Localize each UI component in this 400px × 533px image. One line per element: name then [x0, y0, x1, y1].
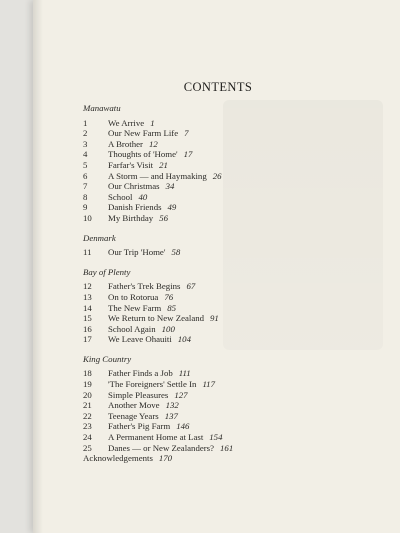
page-number: 170 [158, 453, 173, 464]
page-number: 34 [165, 181, 175, 192]
toc-entry [83, 379, 383, 390]
toc-entry [83, 160, 383, 171]
chapter-title: Father's Pig Farm [108, 421, 171, 432]
chapter-title: Simple Pleasures [108, 389, 169, 400]
page-number: 21 [159, 159, 168, 170]
chapter-number: 24 [83, 432, 92, 443]
toc-entry [83, 171, 383, 182]
page-number: 91 [210, 313, 219, 324]
toc-entry [83, 192, 383, 203]
chapter-title: We Return to New Zealand [108, 313, 205, 324]
page-number: 56 [159, 212, 169, 223]
chapter-title: Danes — or New Zealanders? [108, 442, 215, 453]
chapter-title: Father Finds a Job [108, 368, 173, 379]
toc-entry [83, 368, 383, 379]
section-title: Denmark [83, 232, 116, 243]
chapter-number: 15 [83, 313, 92, 324]
page-number: 154 [209, 432, 223, 443]
acknowledgements-title: Acknowledgements [83, 453, 153, 464]
page-number: 146 [176, 421, 190, 432]
chapter-title: A Permanent Home at Last [108, 432, 204, 443]
acknowledgements-entry [83, 453, 383, 464]
chapter-number: 6 [83, 170, 88, 181]
chapter-number: 20 [83, 389, 92, 400]
page-number: 76 [164, 291, 174, 302]
section-king-country [83, 354, 383, 453]
section-title: Bay of Plenty [83, 266, 131, 277]
chapter-number: 25 [83, 442, 92, 453]
toc-entry [83, 334, 383, 345]
toc-entry [83, 324, 383, 335]
toc-entry [83, 411, 383, 422]
toc-entry [83, 313, 383, 324]
toc-entry [83, 128, 383, 139]
page-number: 111 [178, 368, 191, 379]
section-title: King Country [83, 353, 132, 364]
chapter-title: The New Farm [108, 302, 162, 313]
section-manawatu [83, 103, 383, 224]
chapter-number: 11 [83, 247, 92, 258]
chapter-title: School Again [108, 323, 156, 334]
toc-entry [83, 247, 383, 258]
page-number: 12 [148, 138, 158, 149]
chapter-title: On to Rotorua [108, 291, 159, 302]
toc-entry [83, 443, 383, 454]
toc-entry [83, 303, 383, 314]
toc-entry [83, 281, 383, 292]
chapter-title: A Storm — and Haymaking [108, 170, 207, 181]
chapter-number: 23 [83, 421, 92, 432]
section-denmark [83, 233, 383, 258]
chapter-number: 7 [83, 181, 88, 192]
chapter-number: 4 [83, 149, 88, 160]
chapter-number: 3 [83, 138, 88, 149]
chapter-number: 12 [83, 281, 92, 292]
chapter-number: 14 [83, 302, 92, 313]
chapter-number: 19 [83, 379, 92, 390]
contents-title: CONTENTS [183, 80, 253, 94]
chapter-number: 13 [83, 291, 92, 302]
chapter-title: Danish Friends [108, 202, 162, 213]
page-number: 85 [167, 302, 177, 313]
page-number: 117 [202, 379, 215, 390]
page-number: 161 [220, 442, 234, 453]
chapter-number: 21 [83, 400, 92, 411]
toc-entry [83, 292, 383, 303]
chapter-number: 5 [83, 159, 88, 170]
section-title: Manawatu [83, 103, 121, 113]
chapter-title: My Birthday [108, 212, 154, 223]
chapter-title: Thoughts of 'Home' [108, 149, 178, 160]
chapter-title: We Leave Ohauiti [108, 334, 172, 345]
chapter-number: 8 [83, 191, 88, 202]
page-number: 26 [212, 170, 222, 181]
toc-entry [83, 139, 383, 150]
page-number: 7 [184, 128, 189, 139]
page-number: 40 [138, 191, 148, 202]
chapter-title: Farfar's Visit [108, 159, 154, 170]
toc-entry [83, 213, 383, 224]
chapter-number: 2 [83, 128, 88, 139]
chapter-title: Father's Trek Begins [108, 281, 181, 292]
chapter-title: We Arrive [108, 117, 145, 128]
toc-entry [83, 432, 383, 443]
chapter-number: 1 [83, 117, 88, 128]
book-page [33, 0, 400, 533]
page-number: 132 [165, 400, 179, 411]
toc-entry [83, 202, 383, 213]
chapter-title: Our Trip 'Home' [108, 247, 166, 258]
chapter-number: 18 [83, 368, 92, 379]
page-number: 49 [167, 202, 177, 213]
toc-entry [83, 390, 383, 401]
page-number: 137 [164, 410, 178, 421]
section-bay-of-plenty [83, 267, 383, 345]
chapter-number: 16 [83, 323, 92, 334]
chapter-number: 9 [83, 202, 88, 213]
page-number: 17 [183, 149, 193, 160]
chapter-title: School [108, 191, 133, 202]
chapter-title: 'The Foreigners' Settle In [108, 379, 197, 390]
page-number: 100 [161, 323, 175, 334]
page-number: 67 [186, 281, 196, 292]
chapter-title: Our New Farm Life [108, 128, 179, 139]
page-number: 104 [177, 334, 191, 345]
chapter-title: Another Move [108, 400, 160, 411]
page-number: 127 [174, 389, 188, 400]
chapter-title: Our Christmas [108, 181, 160, 192]
page-number: 1 [150, 117, 155, 128]
toc-entry [83, 181, 383, 192]
chapter-number: 17 [83, 334, 92, 345]
page-number: 58 [171, 247, 181, 258]
chapter-number: 22 [83, 410, 92, 421]
toc-entry [83, 118, 383, 129]
toc-entry [83, 400, 383, 411]
chapter-number: 10 [83, 212, 92, 223]
chapter-title: A Brother [108, 138, 143, 149]
table-of-contents [83, 103, 383, 464]
toc-entry [83, 149, 383, 160]
toc-entry [83, 421, 383, 432]
chapter-title: Teenage Years [108, 410, 159, 421]
